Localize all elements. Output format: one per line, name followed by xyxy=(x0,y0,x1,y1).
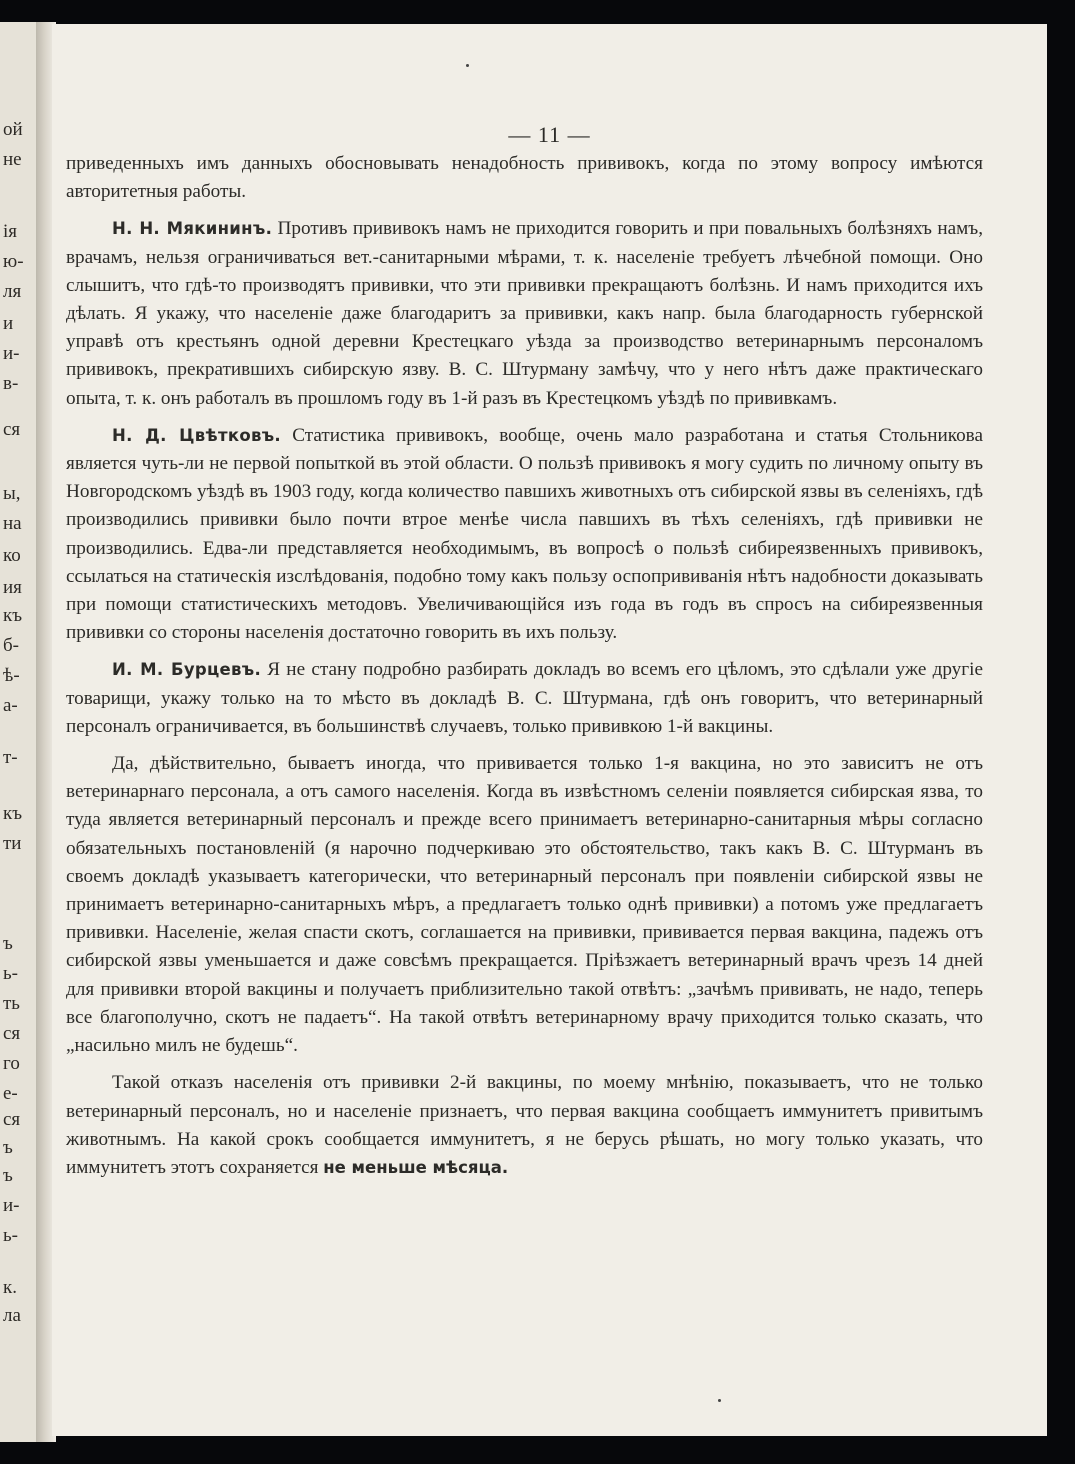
page-number: — 11 — xyxy=(508,122,591,147)
left-page-fragment: ой xyxy=(3,119,23,140)
left-page-fragment: ія xyxy=(3,221,18,242)
paper-speck xyxy=(466,64,469,67)
left-page-fragment: а- xyxy=(3,695,18,716)
left-page-fragment: ю- xyxy=(3,251,24,272)
paper-speck xyxy=(718,1399,721,1402)
speaker-name: Н. Н. Мякининъ. xyxy=(112,219,273,239)
speaker-name: И. М. Бурцевъ. xyxy=(112,660,262,680)
left-page-fragment: на xyxy=(3,513,22,534)
left-page-fragment: го xyxy=(3,1053,20,1074)
paragraph-3 xyxy=(66,422,983,648)
left-page-fragment: не xyxy=(3,149,22,170)
left-page-fragment: къ xyxy=(3,605,23,626)
left-page-fragment: ть xyxy=(3,993,20,1014)
closing-bold-text: не меньше мѣсяца. xyxy=(323,1157,509,1177)
left-page-fragment: к. xyxy=(3,1277,17,1298)
left-page-fragment: в- xyxy=(3,373,19,394)
left-page-fragment: ъ xyxy=(3,1137,13,1158)
speaker-name: Н. Д. Цвѣтковъ. xyxy=(112,425,281,445)
left-page-fragment: ь- xyxy=(3,1225,18,1246)
paragraph-text: Статистика прививокъ, вообще, очень мало разработана и статья Стольникова является чуть-ли не первой попыткой въ этой области. О пользѣ прививокъ я могу судить по личному опыту въ Новгородскомъ уѣздѣ въ 1903 году, когда количество павшихъ животныхъ отъ сибирской язвы въ селеніяхъ, гдѣ производились прививки было почти втрое менѣе числа павшихъ въ тѣхъ селеніяхъ, гдѣ прививки не производились. Едва-ли представляется необходимымъ, въ вопросѣ о пользѣ сибиреязвенныхъ прививокъ, ссылаться на статическія изслѣдованія, подобно тому какъ пользу оспопрививанія нѣтъ надобности доказывать при помощи статистическихъ методовъ. Увеличивающійся изъ года въ годъ въ спросъ на сибиреязвенныя прививки со стороны населенія достаточно говорить въ ихъ пользу. xyxy=(66,424,983,644)
left-page-fragment: ы, xyxy=(3,483,21,504)
paragraph-text: Да, дѣйствительно, бываетъ иногда, что прививается только 1-я вакцина, но это зависитъ не отъ ветеринарнаго персонала, а отъ самого населенія. Когда въ извѣстномъ селеніи появляется сибирская язва, то туда является ветеринарный персоналъ и прежде всего принимаетъ ветеринарно-санитарныя мѣры согласно обязательныхъ постановленій (я нарочно подчеркиваю это обстоятельство, такъ какъ В. С. Штурманъ въ своемъ докладѣ указываетъ категорически, что ветеринарный персоналъ при появленіи сибирской язвы не принимаетъ ветеринарно-санитарныхъ мѣръ, а предлагаетъ только однѣ прививки) а потомъ уже предлагаетъ прививки. Населеніе, желая спасти скотъ, соглашается на прививки, прививается первая вакцина, падежъ отъ сибирской язвы уменьшается и даже совсѣмъ прекращается. Пріѣзжаетъ ветеринарный врачъ чрезъ 14 дней для прививки второй вакцины и получаетъ приблизительно такой отвѣтъ: „зачѣмъ прививать, не надо, теперь все благополучно, скотъ не падаетъ“. На такой отвѣтъ ветеринарному врачу приходится только сказать, что „насильно милъ не будешь“. xyxy=(66,753,983,1057)
left-page-fragment: ся xyxy=(3,1109,21,1130)
left-page-fragment: е- xyxy=(3,1083,18,1104)
left-page-fragment: и- xyxy=(3,343,20,364)
left-page-fragment: ти xyxy=(3,833,22,854)
left-page-fragment: ла xyxy=(3,1305,21,1326)
left-page-fragment: т- xyxy=(3,747,18,768)
left-page-fragment: ля xyxy=(3,281,22,302)
paragraph-2 xyxy=(66,215,983,412)
paragraph-1 xyxy=(66,150,983,206)
paragraph-text: Противъ прививокъ намъ не приходится говорить и при повальныхъ болѣзняхъ намъ, врачамъ, нельзя ограничиваться вет.-санитарными мѣрами, т. к. населеніе требуетъ лѣчебной помощи. Оно слышитъ, что гдѣ-то производятъ прививки, что эти прививки прекращаютъ болѣзнь. И намъ приходится ихъ дѣлать. Я укажу, что населеніе даже благодаритъ за прививки, какъ напр. была благодарность губернской управѣ отъ крестьянъ одной деревни Крестецкаго уѣзда за производство ветеринарнымъ персоналомъ прививокъ, прекратившихъ сибирскую язву. В. С. Штурману замѣчу, что у него нѣтъ даже практическаго опыта, т. к. онъ работалъ въ прошломъ году въ 1-й разъ въ Крестецкомъ уѣздѣ по прививкамъ. xyxy=(66,218,983,409)
left-page-fragment: ся xyxy=(3,1023,21,1044)
left-page-fragment: и- xyxy=(3,1195,20,1216)
document-page xyxy=(52,24,1047,1436)
paragraph-4 xyxy=(66,656,983,741)
left-page-fragment: къ xyxy=(3,803,23,824)
left-page-fragment: ъ xyxy=(3,1165,13,1186)
left-page-fragment: ь- xyxy=(3,963,18,984)
left-page-fragment: и xyxy=(3,313,14,334)
body-text xyxy=(66,150,983,1191)
paragraph-text: Я не стану подробно разбирать докладъ во всемъ его цѣломъ, это сдѣлали уже другіе товарищи, укажу только на то мѣсто въ докладѣ В. С. Штурмана, гдѣ онъ говоритъ, что ветеринарный персоналъ ограничивается, въ большинствѣ случаевъ, только прививкою 1-й вакцины. xyxy=(66,659,983,737)
left-page-fragment: ся xyxy=(3,419,21,440)
paragraph-text: Такой отказъ населенія отъ прививки 2-й вакцины, по моему мнѣнію, показываетъ, что не только ветеринарный персоналъ, но и населеніе признаетъ, что первая вакцина сообщаетъ иммунитетъ привитымъ животнымъ. На какой срокъ сообщается иммунитетъ, я не берусь рѣшать, но могу только указать, что иммунитетъ этотъ сохраняется xyxy=(66,1072,983,1178)
paragraph-5 xyxy=(66,750,983,1060)
paragraph-text: приведенныхъ имъ данныхъ обосновывать ненадобность прививокъ, когда по этому вопросу имѣются авторитетныя работы. xyxy=(66,153,983,203)
left-page-fragment: ко xyxy=(3,545,21,566)
left-page-fragment: б- xyxy=(3,635,19,656)
left-page-fragment: ѣ- xyxy=(3,665,20,686)
left-page-fragment: ъ xyxy=(3,933,13,954)
paragraph-6 xyxy=(66,1069,983,1182)
left-page-fragment: ия xyxy=(3,577,22,598)
